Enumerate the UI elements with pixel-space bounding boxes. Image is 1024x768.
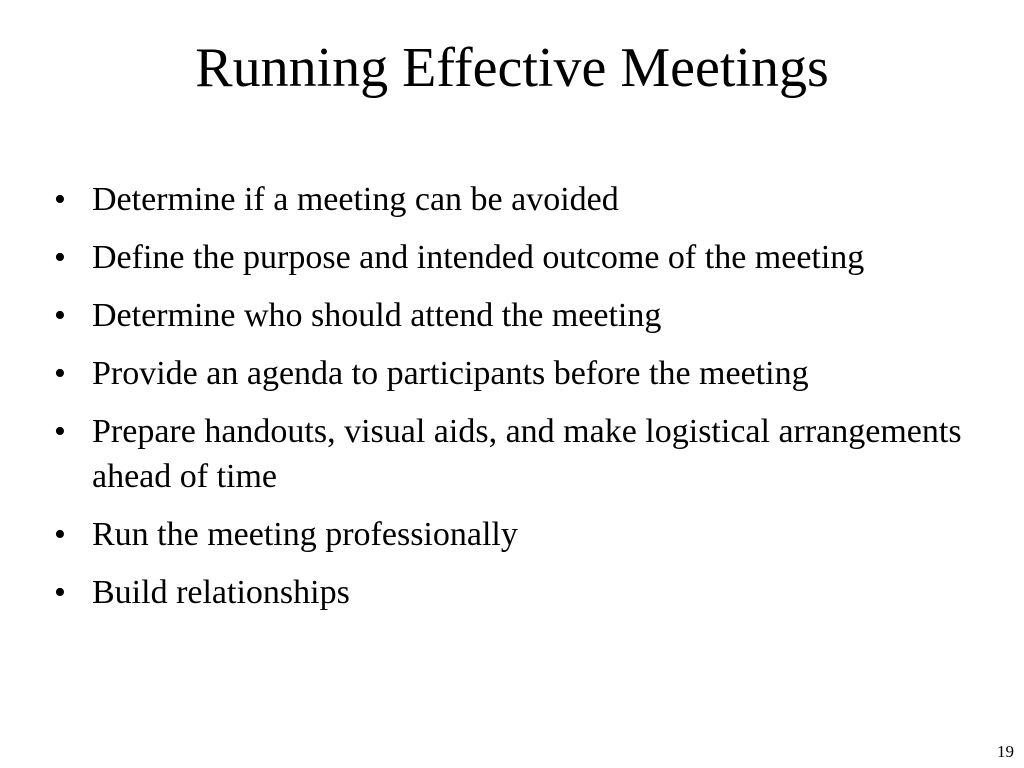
bullet-icon: • [54, 297, 66, 334]
bullet-text: Build relationships [92, 574, 350, 611]
bullet-item-define-purpose [54, 235, 994, 280]
bullet-item-avoid-meeting [54, 177, 994, 222]
bullet-icon: • [54, 574, 66, 611]
bullet-icon: • [54, 181, 66, 218]
bullet-item-build-relationships [54, 570, 994, 615]
bullet-item-run-professionally [54, 512, 994, 557]
bullet-icon: • [54, 355, 66, 392]
bullet-text: Provide an agenda to participants before the meeting [92, 355, 809, 392]
bullet-list [54, 177, 994, 628]
bullet-icon: • [54, 413, 66, 450]
bullet-text: Run the meeting professionally [92, 516, 518, 553]
bullet-item-attendees [54, 293, 994, 338]
bullet-icon: • [54, 516, 66, 553]
bullet-text: Prepare handouts, visual aids, and make logistical arrangements ahead of time [92, 413, 962, 495]
bullet-text: Define the purpose and intended outcome of the meeting [92, 239, 865, 276]
bullet-item-agenda [54, 351, 994, 396]
bullet-text: Determine who should attend the meeting [92, 297, 662, 334]
bullet-text: Determine if a meeting can be avoided [92, 181, 619, 218]
slide-title: Running Effective Meetings [195, 37, 829, 99]
bullet-item-prepare-handouts [54, 409, 994, 499]
bullet-icon: • [54, 239, 66, 276]
slide-page-number: 19 [997, 742, 1014, 761]
